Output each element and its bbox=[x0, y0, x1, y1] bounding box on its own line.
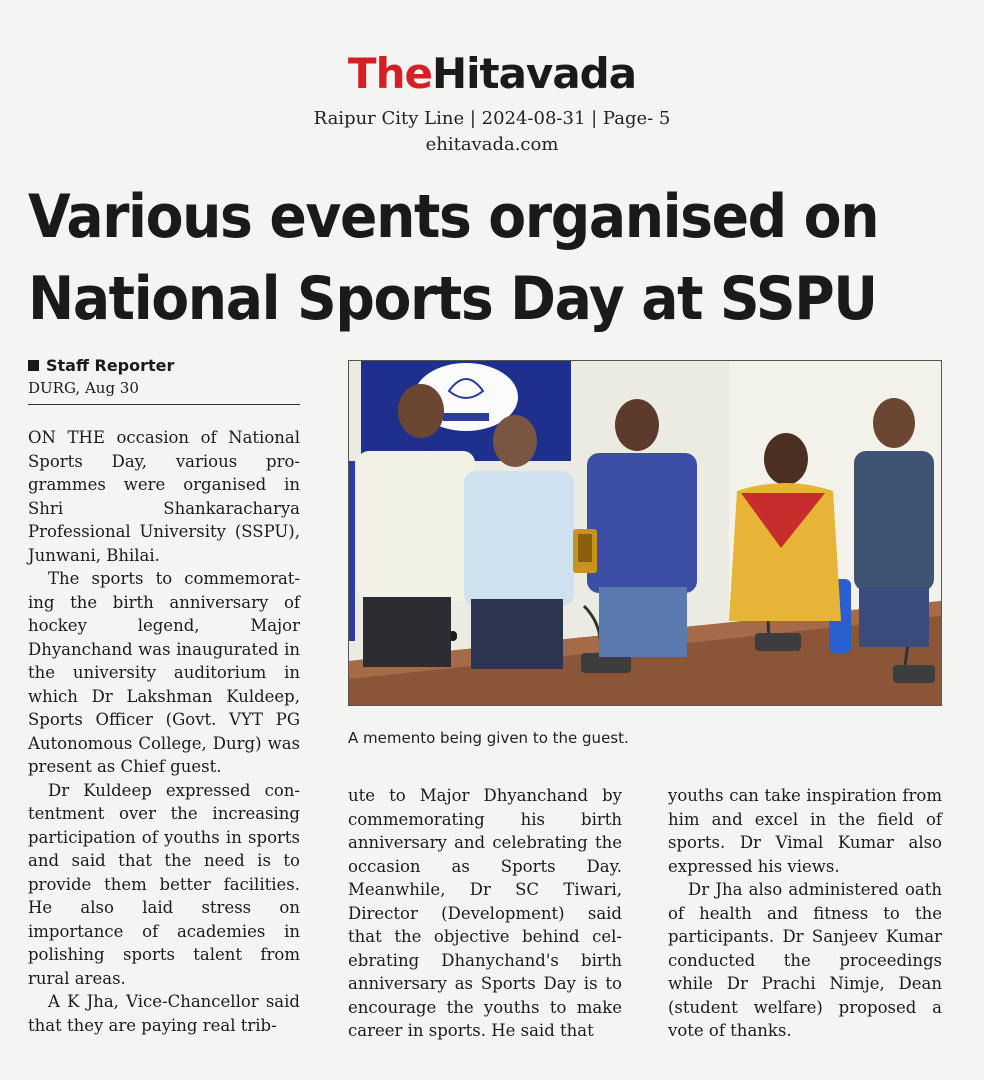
article-headline bbox=[28, 176, 893, 340]
masthead-hitavada: Hitavada bbox=[431, 49, 637, 98]
byline bbox=[28, 356, 300, 376]
website-line: ehitavada.com bbox=[425, 134, 559, 155]
article-paragraph: Dr Kuldeep expressed contentment over the increasing participation of youths in sports and said that the need is to provide them better facilities. He also laid stress on importance of academies in polishing sports talent from rural areas. bbox=[28, 780, 300, 988]
edition-line: Raipur City Line | 2024-08-31 | Page- 5 bbox=[313, 108, 671, 129]
article-paragraph: The sports to commemorating the birth anniversary of hockey legend, Major Dhyanchand was inaugurated in the university auditorium in which Dr Lakshman Kuldeep, Sports Officer (Govt. VYT PG Autonomous College, Durg) was present as Chief guest. bbox=[28, 569, 300, 776]
dateline: DURG, Aug 30 bbox=[28, 379, 139, 397]
headline-line-2: National Sports Day at SSPU bbox=[28, 264, 877, 334]
article-paragraph: A K Jha, Vice-Chancellor said that they are paying real trib- bbox=[28, 992, 300, 1035]
article-column-1 bbox=[28, 426, 300, 1037]
byline-divider bbox=[28, 404, 300, 405]
headline-line-1: Various events organised on bbox=[28, 182, 879, 252]
article-column-3 bbox=[668, 784, 942, 1043]
byline-square-icon bbox=[28, 360, 39, 371]
byline-text: Staff Reporter bbox=[46, 356, 175, 375]
edition-meta bbox=[0, 106, 984, 158]
newspaper-masthead bbox=[0, 48, 984, 100]
article-photo bbox=[348, 360, 942, 706]
article-paragraph: youths can take inspiration from him and excel in the field of sports. Dr Vimal Kumar also expressed his views. bbox=[668, 786, 942, 876]
photo-illustration bbox=[349, 361, 941, 705]
photo-caption: A memento being given to the guest. bbox=[348, 729, 629, 747]
article-paragraph: ON THE occasion of National Sports Day, various programmes were organised in Shri Shankaracharya Professional University (SSPU), Junwani, Bhilai. bbox=[28, 428, 300, 565]
article-paragraph: ute to Major Dhyanchand by commemorating his birth anniversary and celebrating the occasion as Sports Day. Meanwhile, Dr SC Tiwari, Director (Development) said that the objective behind celebrating Dhanychand's birth anniversary as Sports Day is to encourage the youths to make career in sports. He said that bbox=[348, 786, 622, 1040]
article-column-2 bbox=[348, 784, 622, 1043]
masthead-the: The bbox=[347, 49, 432, 98]
article-paragraph: Dr Jha also administered oath of health and fitness to the participants. Dr Sanjeev Kumar conducted the proceedings while Dr Prachi Nimje, Dean (student welfare) proposed a vote of thanks. bbox=[668, 880, 942, 1040]
